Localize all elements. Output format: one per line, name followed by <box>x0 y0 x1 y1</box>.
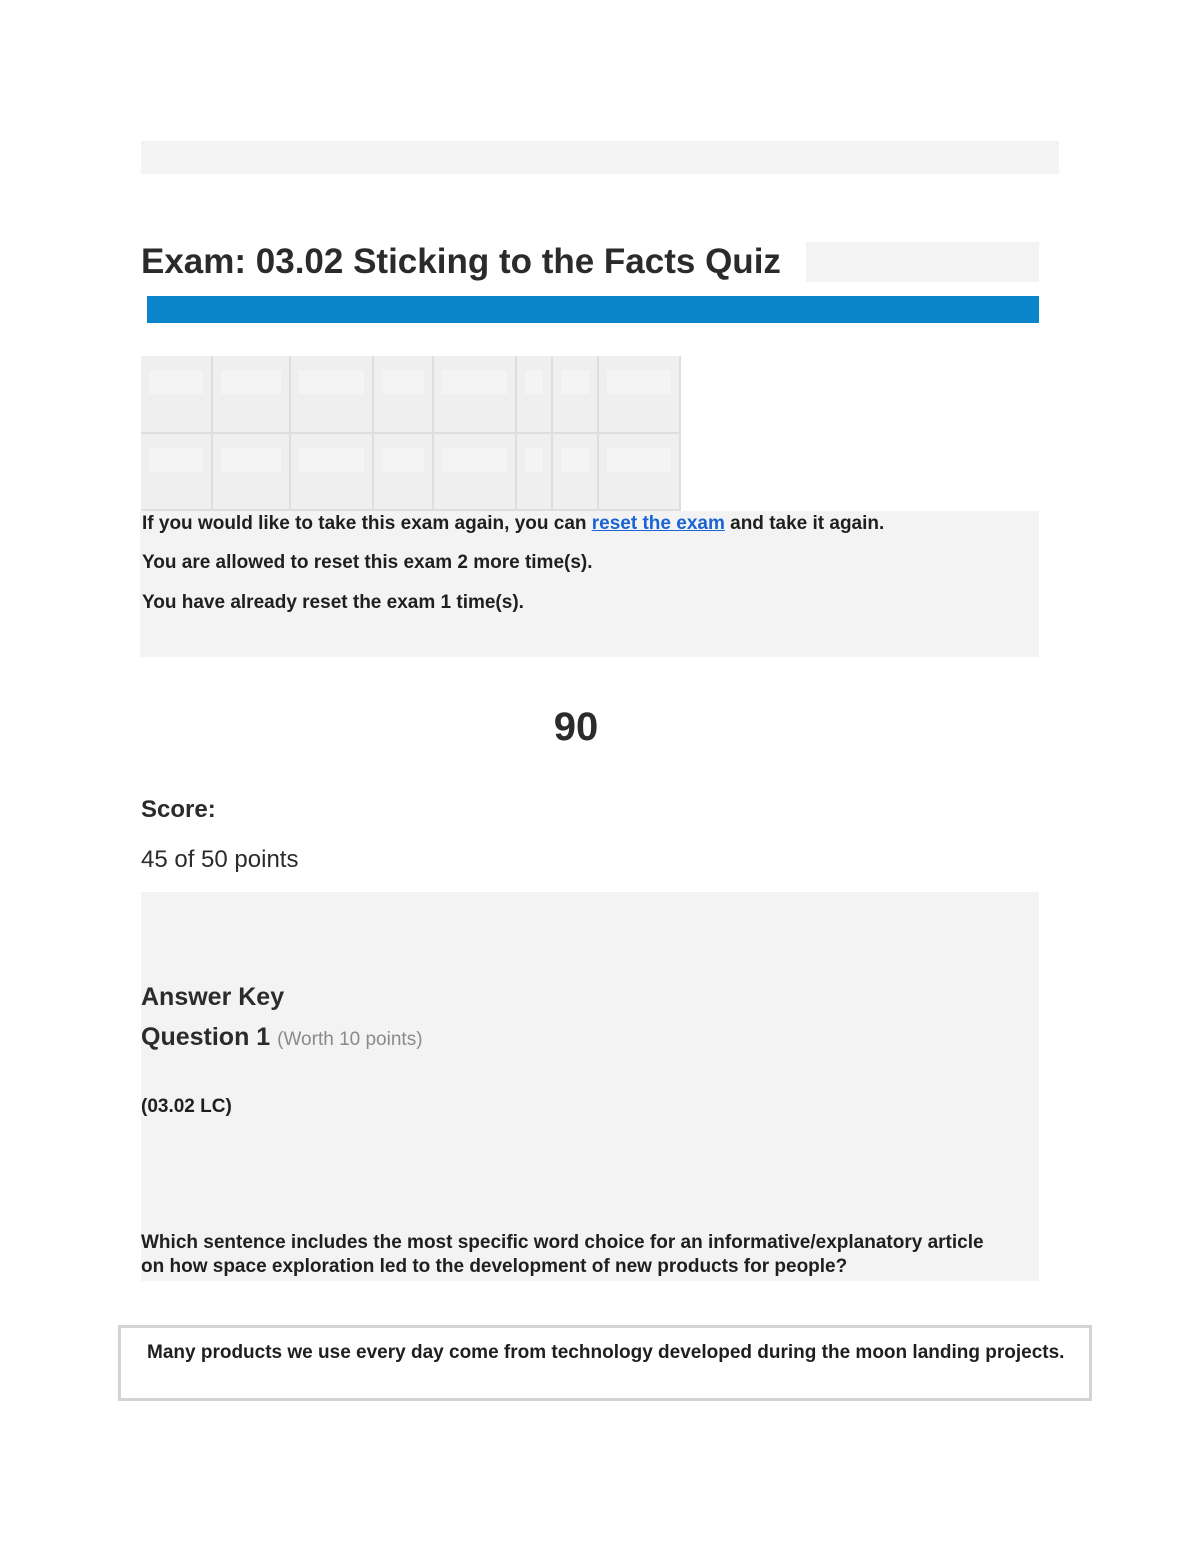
page-title: Exam: 03.02 Sticking to the Facts Quiz <box>141 242 781 281</box>
progress-bar <box>147 296 1039 323</box>
standard-tag: (03.02 LC) <box>141 1096 232 1117</box>
top-banner <box>141 141 1059 174</box>
stats-cell <box>374 356 434 434</box>
reset-instructions <box>142 511 884 537</box>
reset-text-after: and take it again. <box>724 513 885 534</box>
question-number: Question 1 <box>141 1023 271 1051</box>
answer-option[interactable] <box>118 1325 1092 1401</box>
reset-text-before: If you would like to take this exam again, you can <box>142 513 592 534</box>
stats-cell <box>291 356 374 434</box>
stats-cell <box>517 434 553 511</box>
stats-cell <box>141 434 213 511</box>
stats-cell <box>141 356 213 434</box>
stats-cell <box>517 356 553 434</box>
resets-used: You have already reset the exam 1 time(s). <box>142 592 524 613</box>
stats-cell <box>599 356 681 434</box>
answer-key-panel <box>141 892 1039 1281</box>
stats-cell <box>374 434 434 511</box>
question-header <box>141 1021 423 1056</box>
reset-exam-link[interactable]: reset the exam <box>591 513 725 534</box>
question-text: Which sentence includes the most specific word choice for an informative/explanatory article on how space exploration led to the development of new products for people? <box>141 1232 984 1277</box>
stats-cell <box>553 356 599 434</box>
question-worth: (Worth 10 points) <box>277 1029 423 1050</box>
answer-key-heading: Answer Key <box>141 983 285 1011</box>
stats-cell <box>213 434 291 511</box>
stats-cell <box>434 356 517 434</box>
score-label: Score: <box>141 796 216 823</box>
stats-cell <box>434 434 517 511</box>
stats-cell <box>599 434 681 511</box>
resets-remaining: You are allowed to reset this exam 2 more time(s). <box>142 552 593 573</box>
score-value: 45 of 50 points <box>141 846 299 873</box>
stats-cell <box>291 434 374 511</box>
stats-table <box>141 356 681 511</box>
title-bar-filler <box>806 242 1039 282</box>
answer-option-text: Many products we use every day come from technology developed during the moon landing projects. <box>147 1342 1065 1363</box>
stats-cell <box>213 356 291 434</box>
stats-cell <box>553 434 599 511</box>
score-percent: 90 <box>553 705 599 749</box>
